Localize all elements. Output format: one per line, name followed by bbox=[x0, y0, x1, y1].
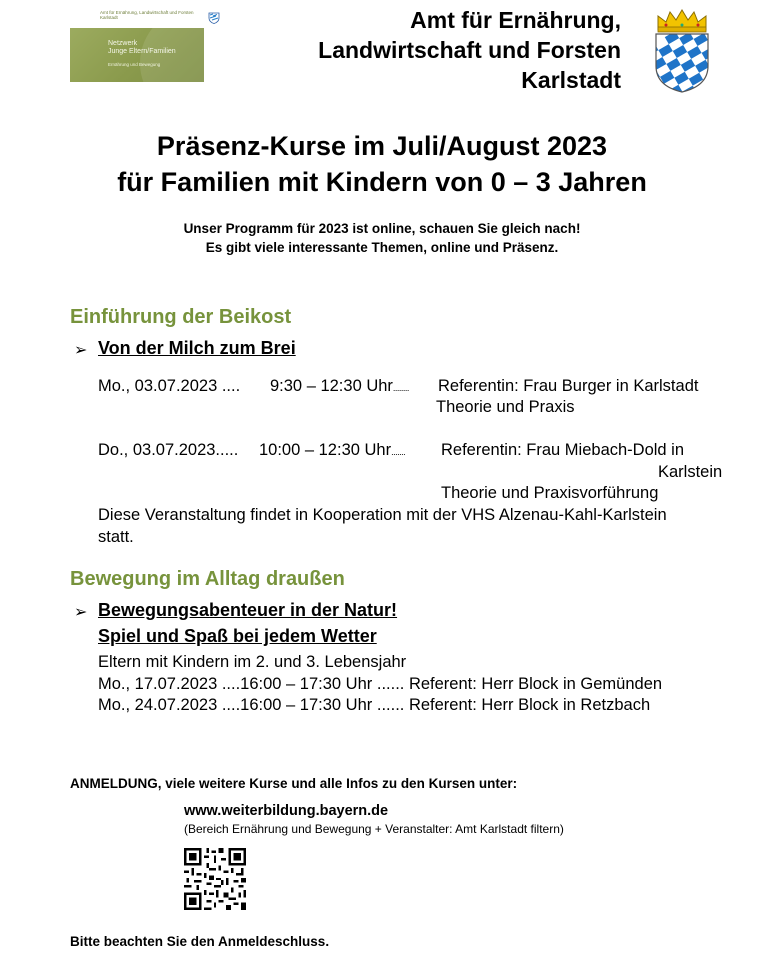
course-title-milch-brei: Von der Milch zum Brei bbox=[98, 338, 296, 358]
cooperation-note: Diese Veranstaltung findet in Kooperation mit der VHS Alzenau-Kahl-Karlstein bbox=[98, 506, 667, 524]
event-speaker: Referentin: Frau Miebach-Dold in bbox=[441, 441, 685, 459]
event-time: 10:00 – 12:30 Uhr....... bbox=[259, 441, 406, 459]
course-subtitle-wetter: Spiel und Spaß bei jedem Wetter bbox=[98, 626, 377, 646]
page-title bbox=[0, 128, 764, 200]
intro-line-2: Es gibt viele interessante Themen, online und Präsenz. bbox=[205, 240, 559, 255]
event-time: 9:30 – 12:30 Uhr........ bbox=[270, 377, 409, 395]
registration-hint: (Bereich Ernährung und Bewegung + Veranstalter: Amt Karlstadt filtern) bbox=[184, 822, 564, 836]
cooperation-note-end: statt. bbox=[98, 528, 134, 546]
event-line-gemuenden: Mo., 17.07.2023 ....16:00 – 17:30 Uhr ...... Referent: Herr Block in Gemünden bbox=[98, 675, 663, 693]
agency-line-2: Landwirtschaft und Forsten bbox=[318, 37, 621, 63]
agency-line-1: Amt für Ernährung, bbox=[410, 7, 621, 33]
event-detail: Theorie und Praxisvorführung bbox=[441, 484, 659, 502]
arrow-bullet-icon: ➢ bbox=[74, 342, 88, 359]
logo-agency-text: Amt für Ernährung, Landwirtschaft und Forsten Karlstadt bbox=[100, 10, 194, 20]
audience-text: Eltern mit Kindern im 2. und 3. Lebensjahr bbox=[98, 653, 407, 671]
section-heading-bewegung: Bewegung im Alltag draußen bbox=[70, 568, 345, 590]
logo-line-network: Netzwerk bbox=[108, 40, 138, 47]
logo-line-topic: Ernährung und Bewegung bbox=[108, 62, 161, 67]
registration-intro: ANMELDUNG, viele weitere Kurse und alle Infos zu den Kursen unter: bbox=[70, 776, 518, 791]
event-date: Mo., 03.07.2023 .... bbox=[98, 377, 241, 395]
title-line-1: Präsenz-Kurse im Juli/August 2023 bbox=[156, 131, 608, 161]
network-logo bbox=[70, 6, 204, 82]
event-place: Karlstein bbox=[658, 463, 723, 481]
section-heading-beikost: Einführung der Beikost bbox=[70, 306, 292, 328]
event-detail: Theorie und Praxis bbox=[436, 398, 575, 416]
event-date: Do., 03.07.2023..... bbox=[98, 441, 239, 459]
qr-code-icon[interactable] bbox=[184, 848, 246, 910]
registration-deadline-notice: Bitte beachten Sie den Anmeldeschluss. bbox=[70, 934, 330, 949]
logo-banner bbox=[70, 28, 204, 82]
course-title-abenteuer: Bewegungsabenteuer in der Natur! bbox=[98, 600, 398, 620]
intro-line-1: Unser Programm für 2023 ist online, schauen Sie gleich nach! bbox=[183, 221, 581, 236]
intro-text bbox=[0, 219, 764, 257]
logo-line-families: Junge Eltern/Familien bbox=[108, 48, 176, 55]
event-line-retzbach: Mo., 24.07.2023 ....16:00 – 17:30 Uhr ...... Referent: Herr Block in Retzbach bbox=[98, 696, 651, 714]
title-line-2: für Familien mit Kindern von 0 – 3 Jahren bbox=[117, 167, 647, 197]
agency-line-3: Karlstadt bbox=[521, 67, 621, 93]
mini-crest-icon bbox=[208, 10, 220, 24]
agency-name bbox=[318, 5, 621, 95]
bavarian-crest-icon bbox=[652, 8, 712, 94]
event-speaker: Referentin: Frau Burger in Karlstadt bbox=[438, 377, 699, 395]
registration-url-link[interactable]: www.weiterbildung.bayern.de bbox=[184, 803, 389, 819]
arrow-bullet-icon: ➢ bbox=[74, 604, 88, 621]
